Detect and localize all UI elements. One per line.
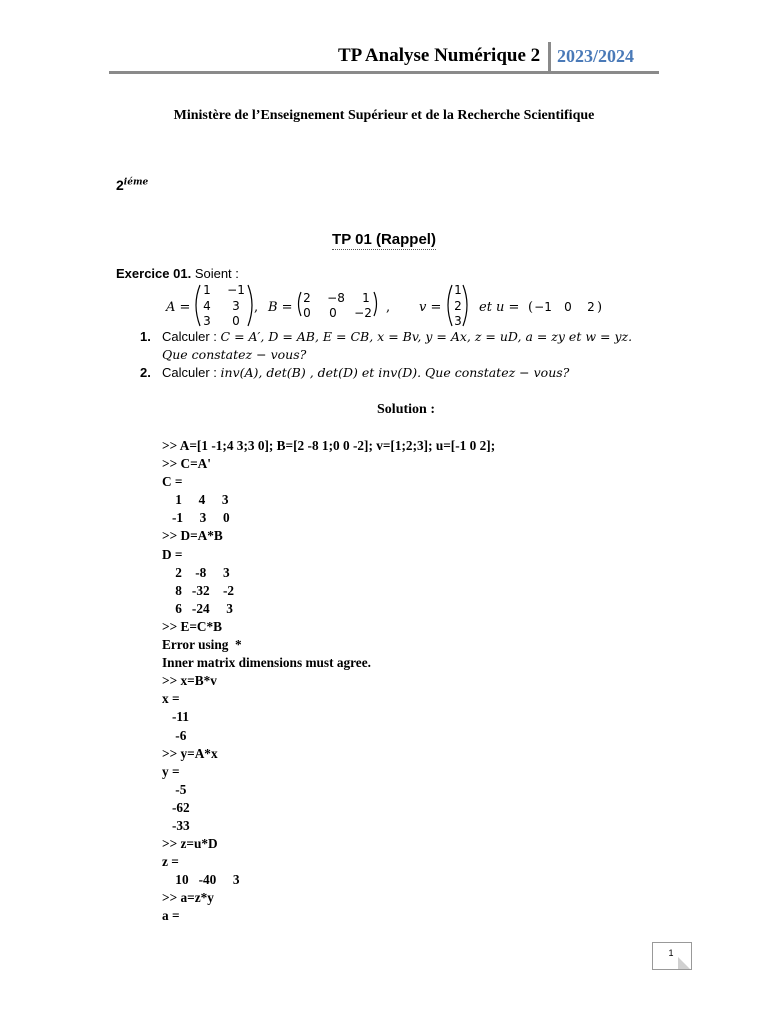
code-line: >> A=[1 -1;4 3;3 0]; B=[2 -8 1;0 0 -2]; v=[1;2;3]; u=[-1 0 2]; (162, 438, 496, 453)
vector-u-name: et u = (479, 300, 520, 315)
code-line: -6 (162, 727, 187, 743)
code-line: >> C=A' (162, 456, 211, 472)
vector-u-cell: 2 (587, 300, 595, 314)
code-line: Inner matrix dimensions must agree. (162, 655, 371, 671)
comma: , (386, 300, 391, 315)
matrix-a-cell: 4 (203, 299, 211, 313)
matrix-b-cell: 1 (362, 291, 370, 305)
matrix-a-cell: 0 (232, 314, 240, 328)
tp-title-text: TP 01 (Rappel) (332, 231, 436, 248)
matrix-a-name: A = (166, 300, 191, 315)
code-line: D = (162, 546, 183, 562)
matrix-definitions (0, 282, 768, 330)
header-title: TP Analyse Numérique 2 (338, 45, 541, 66)
code-line: x = (162, 691, 180, 707)
matrix-b-cell: 2 (303, 291, 311, 305)
code-line: -1 3 0 (162, 510, 230, 526)
header-separator (548, 42, 551, 72)
code-line: 8 -32 -2 (162, 582, 235, 598)
matrix-b-cell: 0 (303, 306, 311, 320)
code-block (162, 437, 495, 926)
page-corner-fold (678, 957, 690, 969)
matrix-b-cell: −8 (327, 291, 345, 305)
code-line: >> D=A*B (162, 528, 223, 544)
level-base: 2 (116, 177, 124, 193)
matrix-b-cell: −2 (354, 306, 372, 320)
code-line: 2 -8 3 (162, 564, 230, 580)
code-line: y = (162, 763, 180, 779)
matrix-b-name: B = (268, 300, 293, 315)
vector-v-right-paren (463, 285, 467, 326)
question-1-math: C = A′, D = AB, E = CB, x = Bv, y = Ax, z = uD, a = zy et w = yz. (220, 329, 633, 344)
vector-v-name: v = (419, 300, 442, 315)
matrix-b-right-paren (374, 292, 377, 316)
question-1-text (162, 329, 632, 344)
code-line: >> a=z*y (162, 890, 214, 906)
code-line: >> z=u*D (162, 836, 218, 852)
code-line: a = (162, 908, 180, 924)
exercise-intro: Soient : (194, 266, 239, 281)
code-line: 10 -40 3 (162, 872, 240, 888)
vector-u-cell: −1 (534, 300, 552, 314)
page-number: 1 (668, 948, 674, 958)
ministry-line: Ministère de l’Enseignement Supérieur et de la Recherche Scientifique (173, 108, 595, 123)
header-rule (109, 71, 659, 74)
code-line: -62 (162, 799, 190, 815)
matrix-a-left-paren (196, 285, 200, 326)
code-line: >> x=B*v (162, 673, 217, 689)
question-1-line2 (162, 347, 306, 362)
question-2-prefix: Calculer : (162, 365, 221, 380)
solution-title: Solution : (377, 402, 435, 417)
vector-v-cell: 2 (454, 299, 462, 313)
question-1-prefix: Calculer : (162, 329, 221, 344)
code-line: >> y=A*x (162, 745, 218, 761)
question-2-number: 2. (140, 365, 151, 380)
matrix-a-cell: −1 (227, 283, 245, 297)
matrix-a-cell: 1 (203, 283, 211, 297)
code-line: 1 4 3 (162, 492, 229, 508)
matrix-b-cell: 0 (329, 306, 337, 320)
code-line: C = (162, 474, 183, 490)
vector-v-cell: 3 (454, 314, 462, 328)
vector-u-close-paren: ) (597, 300, 603, 315)
level-sup: iéme (123, 177, 149, 188)
code-line: -33 (162, 817, 190, 833)
question-2-text (162, 365, 569, 380)
matrix-a-cell: 3 (232, 299, 240, 313)
vector-v-left-paren (448, 285, 452, 326)
question-2-math: inv(A), det(B) , det(D) et inv(D). Que constatez − vous? (220, 365, 570, 380)
vector-u-cell: 0 (564, 300, 572, 314)
header-year: 2023/2024 (557, 46, 635, 66)
vector-u-open-paren: ( (528, 300, 534, 315)
matrix-a-cell: 3 (203, 314, 211, 328)
comma: , (254, 300, 259, 315)
exercise-label: Exercice 01. (116, 266, 192, 281)
matrix-a-right-paren (248, 285, 252, 326)
code-line: -11 (162, 709, 189, 725)
code-line: Error using * (162, 637, 242, 653)
code-line: 6 -24 3 (162, 600, 233, 616)
code-line: -5 (162, 781, 187, 797)
code-line: >> E=C*B (162, 618, 223, 634)
tp-title (0, 231, 768, 248)
code-line: z = (162, 854, 179, 870)
vector-v-cell: 1 (454, 283, 462, 297)
level-label (116, 177, 148, 193)
exercise-heading (116, 266, 239, 281)
question-1-number: 1. (140, 329, 151, 344)
question-1-line2-math: Que constatez − vous? (162, 347, 307, 362)
matrix-b-left-paren (299, 292, 302, 316)
